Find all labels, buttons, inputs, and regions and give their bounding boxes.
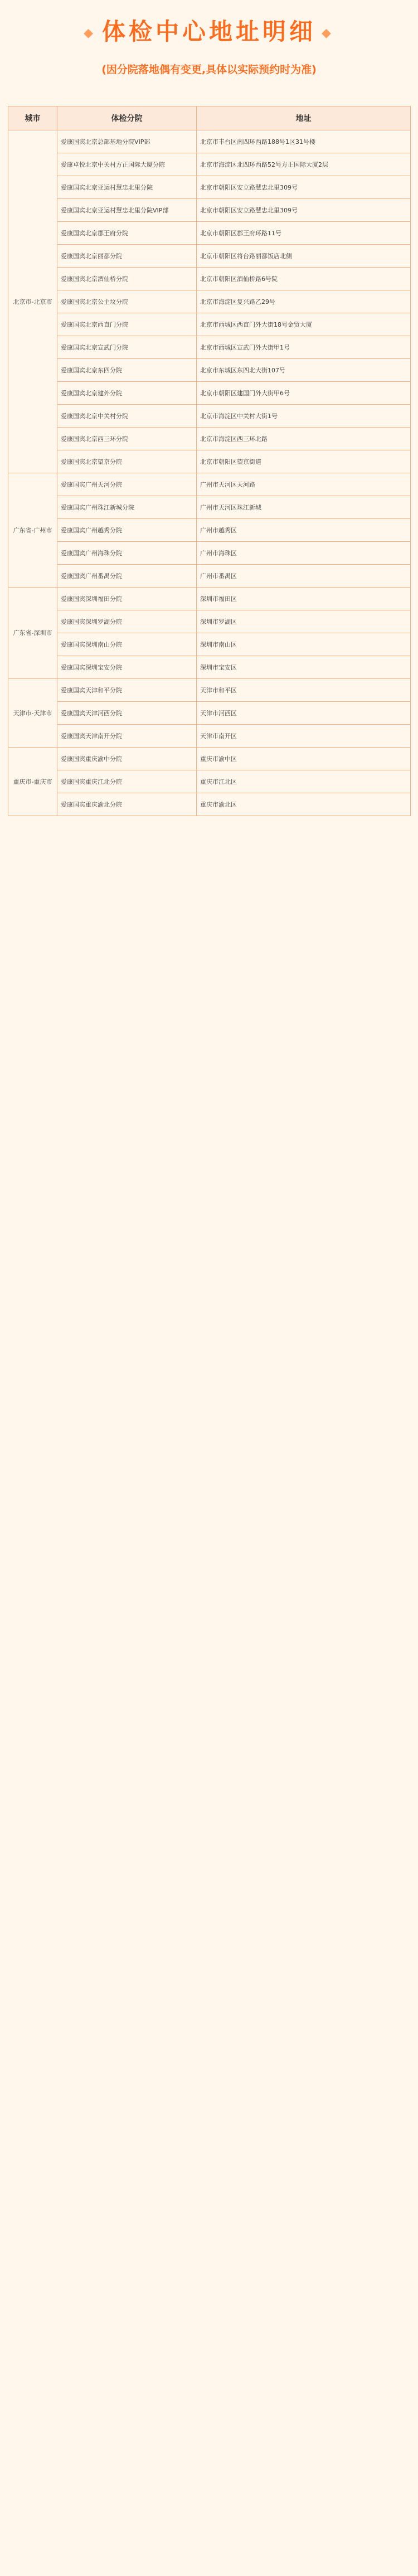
address-cell: 北京市朝阳区安立路慧忠北里309号 <box>197 199 411 222</box>
branch-cell: 爱康国宾深圳宝安分院 <box>57 656 197 679</box>
city-cell: 天津市-天津市 <box>8 679 57 748</box>
table-row <box>8 565 411 588</box>
city-cell: 北京市-北京市 <box>8 130 57 473</box>
table-row <box>8 199 411 222</box>
table-row <box>8 405 411 428</box>
table-row <box>8 633 411 656</box>
table-row <box>8 130 411 153</box>
table-row <box>8 496 411 519</box>
address-cell: 重庆市江北区 <box>197 770 411 793</box>
branch-cell: 爱康国宾广州番禺分院 <box>57 565 197 588</box>
city-cell: 广东省-广州市 <box>8 473 57 588</box>
branch-cell: 爱康国宾广州越秀分院 <box>57 519 197 542</box>
address-cell: 重庆市渝中区 <box>197 748 411 770</box>
branch-cell: 爱康国宾重庆渝中分院 <box>57 748 197 770</box>
address-cell: 北京市海淀区北四环西路52号方正国际大厦2层 <box>197 153 411 176</box>
branch-cell: 爱康国宾广州海珠分院 <box>57 542 197 565</box>
branch-cell: 爱康卓悦北京中关村方正国际大厦分院 <box>57 153 197 176</box>
address-cell: 天津市和平区 <box>197 679 411 702</box>
address-cell: 北京市朝阳区酒仙桥路6号院 <box>197 268 411 290</box>
table-body <box>8 130 411 816</box>
city-cell: 重庆市-重庆市 <box>8 748 57 816</box>
address-cell: 北京市海淀区中关村大街1号 <box>197 405 411 428</box>
table-row <box>8 725 411 748</box>
branch-cell: 爱康国宾北京东四分院 <box>57 359 197 382</box>
branch-cell: 爱康国宾北京总部基地分院VIP部 <box>57 130 197 153</box>
column-header-city: 城市 <box>8 106 57 130</box>
header <box>0 0 418 106</box>
diamond-icon: ◆ <box>84 26 96 40</box>
page-title <box>0 13 418 47</box>
table-row <box>8 519 411 542</box>
table-row <box>8 382 411 405</box>
table-row <box>8 679 411 702</box>
address-cell: 重庆市渝北区 <box>197 793 411 816</box>
branch-cell: 爱康国宾天津河西分院 <box>57 702 197 725</box>
address-cell: 北京市西城区宣武门外大街甲1号 <box>197 336 411 359</box>
address-cell: 北京市朝阳区将台路丽都饭店北侧 <box>197 245 411 268</box>
table-row <box>8 542 411 565</box>
diamond-icon: ◆ <box>322 26 334 40</box>
address-cell: 广州市番禺区 <box>197 565 411 588</box>
branch-cell: 爱康国宾北京建外分院 <box>57 382 197 405</box>
branch-cell: 爱康国宾重庆渝北分院 <box>57 793 197 816</box>
address-table <box>8 106 411 816</box>
address-cell: 北京市西城区西直门外大街18号金贸大厦 <box>197 313 411 336</box>
branch-cell: 爱康国宾北京中关村分院 <box>57 405 197 428</box>
address-cell: 北京市丰台区南四环西路188号1区31号楼 <box>197 130 411 153</box>
branch-cell: 爱康国宾广州天河分院 <box>57 473 197 496</box>
address-cell: 天津市河西区 <box>197 702 411 725</box>
table-row <box>8 359 411 382</box>
branch-cell: 爱康国宾深圳罗湖分院 <box>57 610 197 633</box>
table-row <box>8 290 411 313</box>
branch-cell: 爱康国宾重庆江北分院 <box>57 770 197 793</box>
table-row <box>8 610 411 633</box>
table-row <box>8 268 411 290</box>
branch-cell: 爱康国宾北京郡王府分院 <box>57 222 197 245</box>
address-cell: 广州市天河区珠江新城 <box>197 496 411 519</box>
address-cell: 深圳市南山区 <box>197 633 411 656</box>
table-row <box>8 748 411 770</box>
address-cell: 北京市海淀区西三环北路 <box>197 428 411 450</box>
branch-cell: 爱康国宾北京亚运村慧忠北里分院VIP部 <box>57 199 197 222</box>
address-cell: 广州市天河区天河路 <box>197 473 411 496</box>
table-row <box>8 450 411 473</box>
table-row <box>8 176 411 199</box>
address-cell: 广州市越秀区 <box>197 519 411 542</box>
branch-cell: 爱康国宾北京西三环分院 <box>57 428 197 450</box>
address-cell: 北京市东城区东四北大街107号 <box>197 359 411 382</box>
address-cell: 深圳市罗湖区 <box>197 610 411 633</box>
address-table-container <box>8 106 410 816</box>
address-cell: 深圳市宝安区 <box>197 656 411 679</box>
table-row <box>8 222 411 245</box>
address-cell: 天津市南开区 <box>197 725 411 748</box>
table-row <box>8 153 411 176</box>
branch-cell: 爱康国宾北京宣武门分院 <box>57 336 197 359</box>
table-row <box>8 245 411 268</box>
table-row <box>8 336 411 359</box>
branch-cell: 爱康国宾天津南开分院 <box>57 725 197 748</box>
table-row <box>8 473 411 496</box>
branch-cell: 爱康国宾深圳南山分院 <box>57 633 197 656</box>
table-row <box>8 793 411 816</box>
table-row <box>8 428 411 450</box>
column-header-address: 地址 <box>197 106 411 130</box>
address-cell: 北京市海淀区复兴路乙29号 <box>197 290 411 313</box>
table-row <box>8 588 411 610</box>
branch-cell: 爱康国宾北京望京分院 <box>57 450 197 473</box>
branch-cell: 爱康国宾北京丽都分院 <box>57 245 197 268</box>
address-cell: 北京市朝阳区郡王府环路11号 <box>197 222 411 245</box>
address-cell: 深圳市福田区 <box>197 588 411 610</box>
address-cell: 广州市海珠区 <box>197 542 411 565</box>
page-subtitle: (因分院落地偶有变更,具体以实际预约时为准) <box>101 64 317 76</box>
column-header-branch: 体检分院 <box>57 106 197 130</box>
table-header-row <box>8 106 411 130</box>
address-cell: 北京市朝阳区安立路慧忠北里309号 <box>197 176 411 199</box>
table-row <box>8 702 411 725</box>
address-cell: 北京市朝阳区建国门外大街甲6号 <box>197 382 411 405</box>
branch-cell: 爱康国宾北京西直门分院 <box>57 313 197 336</box>
branch-cell: 爱康国宾广州珠江新城分院 <box>57 496 197 519</box>
table-row <box>8 656 411 679</box>
city-cell: 广东省-深圳市 <box>8 588 57 679</box>
branch-cell: 爱康国宾北京酒仙桥分院 <box>57 268 197 290</box>
branch-cell: 爱康国宾北京公主坟分院 <box>57 290 197 313</box>
branch-cell: 爱康国宾北京亚运村慧忠北里分院 <box>57 176 197 199</box>
branch-cell: 爱康国宾天津和平分院 <box>57 679 197 702</box>
table-row <box>8 770 411 793</box>
branch-cell: 爱康国宾深圳福田分院 <box>57 588 197 610</box>
table-row <box>8 313 411 336</box>
page-title-text: 体检中心地址明细 <box>101 18 316 45</box>
address-cell: 北京市朝阳区望京街道 <box>197 450 411 473</box>
